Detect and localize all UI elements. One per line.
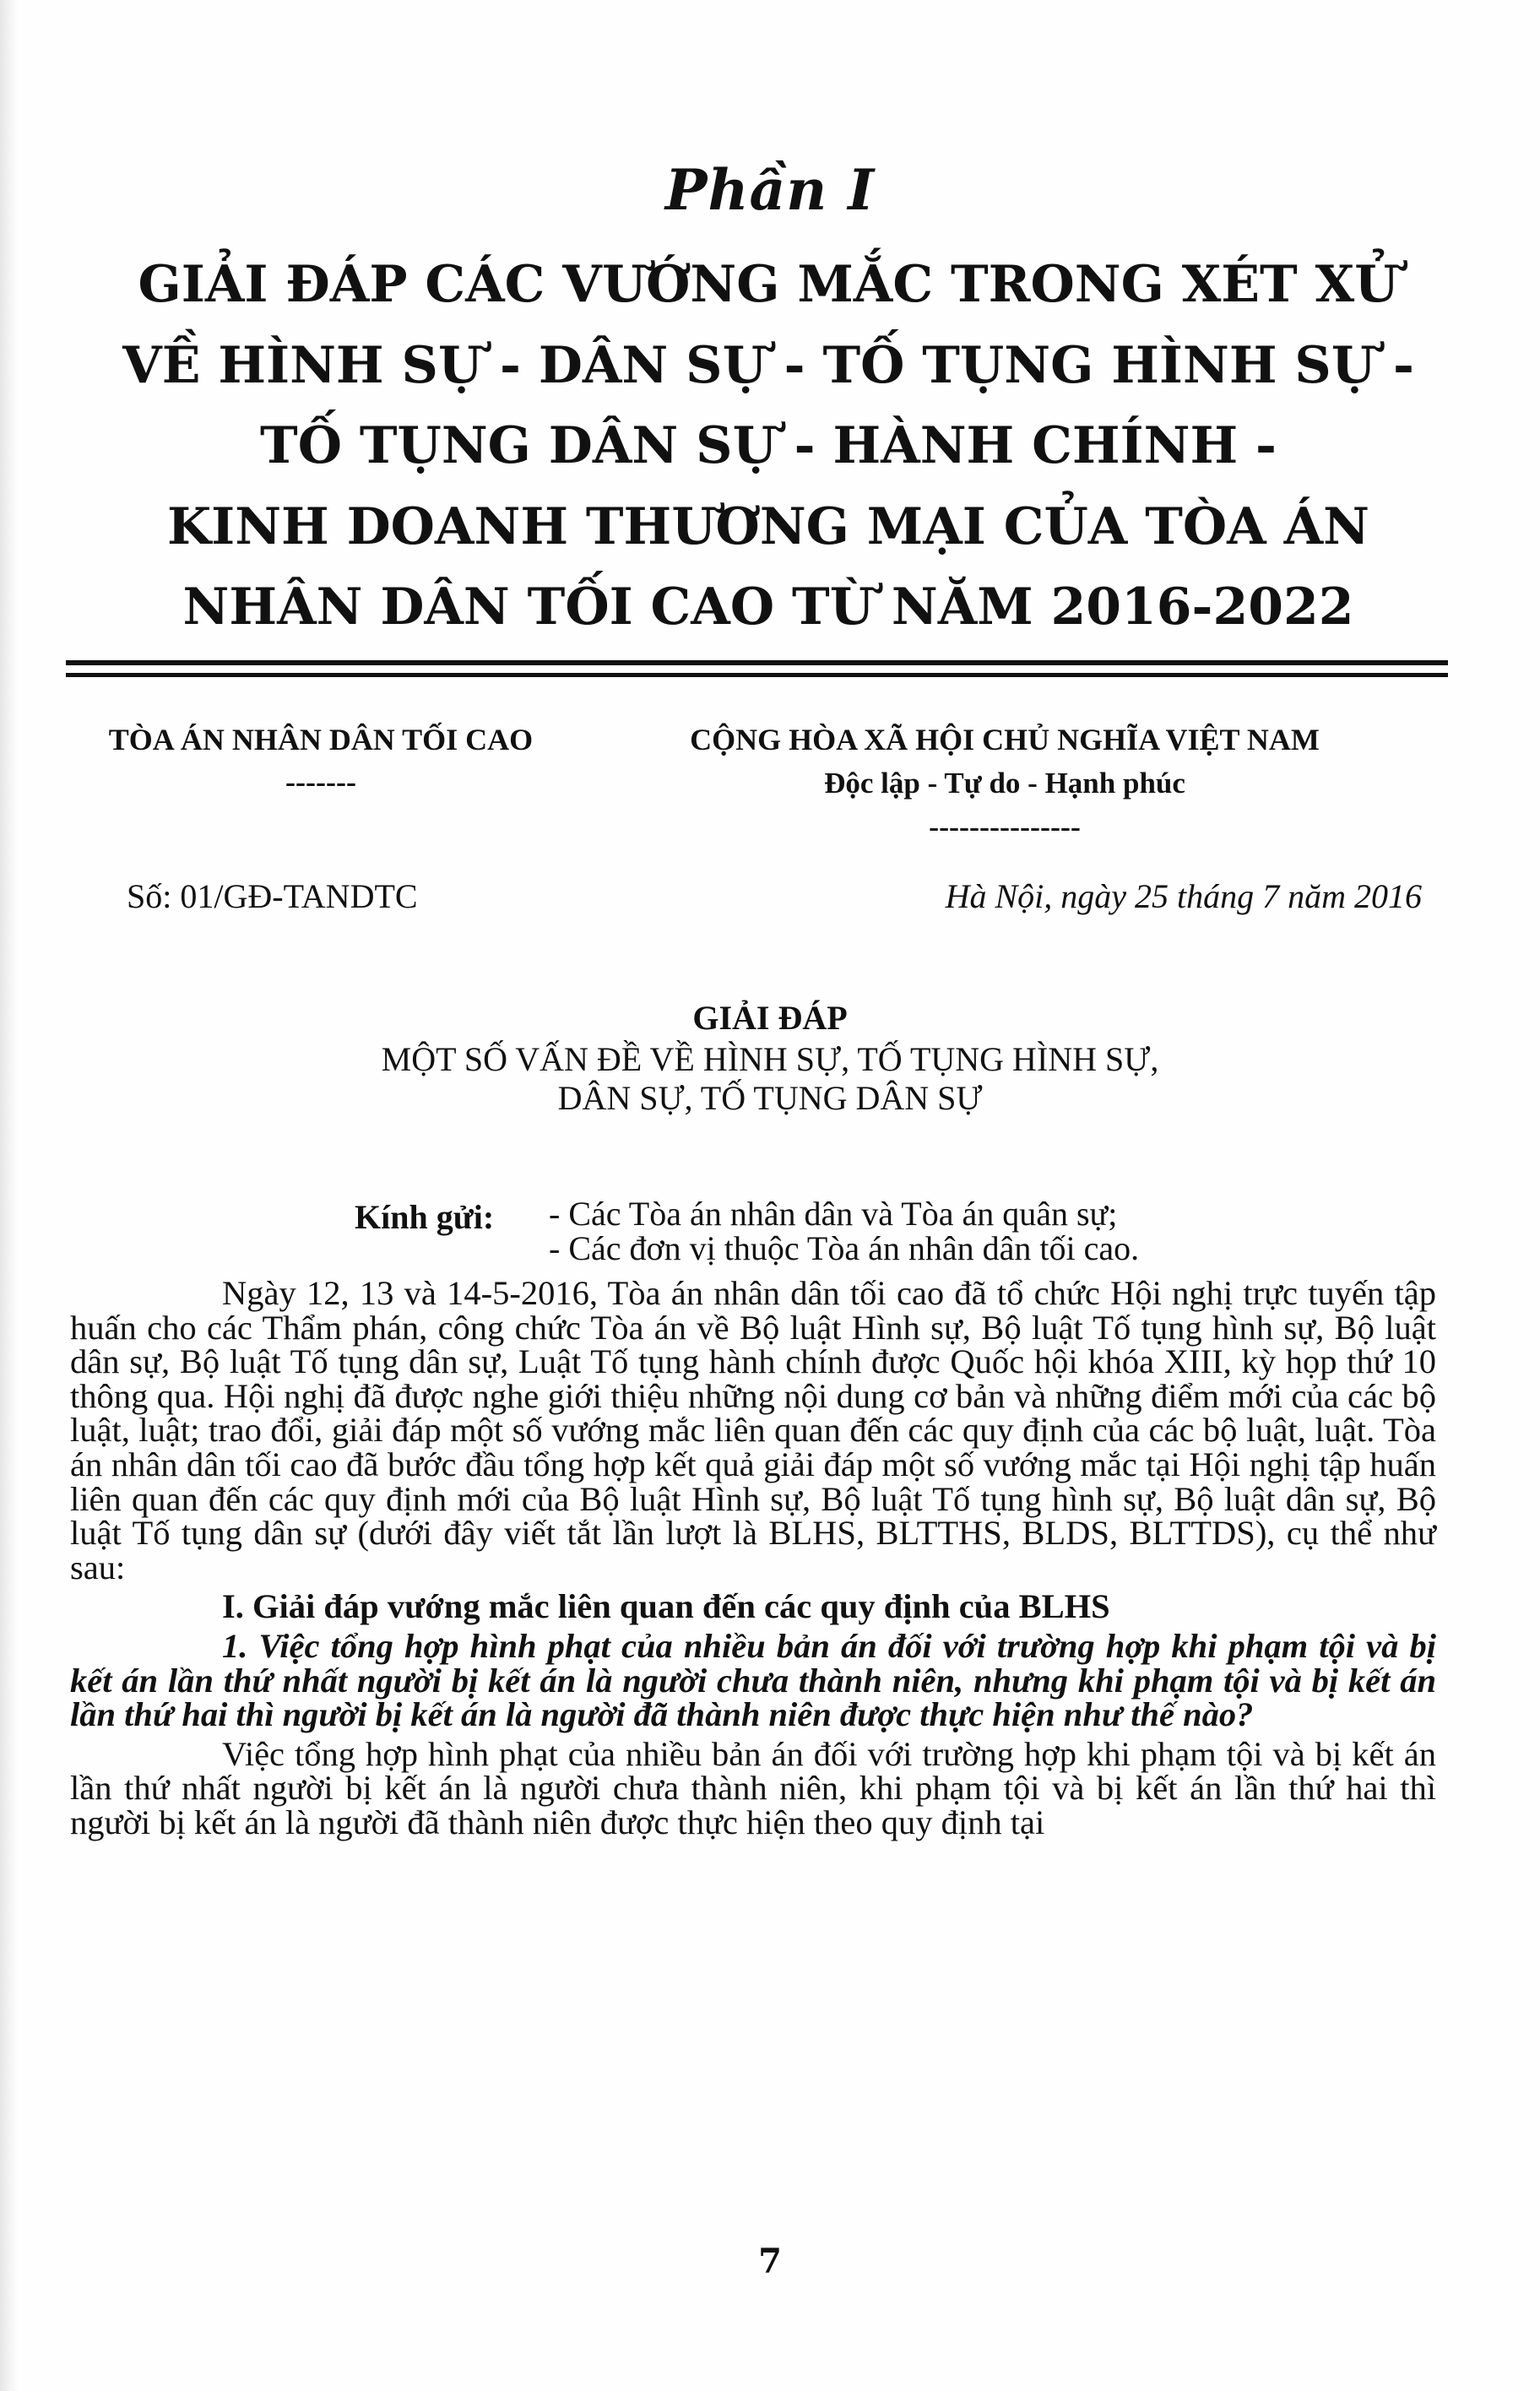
document-subtitle-line: DÂN SỰ, TỐ TỤNG DÂN SỰ (557, 1079, 983, 1117)
main-title-line: KINH DOANH THƯƠNG MẠI CỦA TÒA ÁN (166, 496, 1369, 556)
recipients-label: Kính gửi: (355, 1198, 495, 1236)
main-title-line: VỀ HÌNH SỰ - DÂN SỰ - TỐ TỤNG HÌNH SỰ - (122, 335, 1414, 395)
document-subtitle-line: MỘT SỐ VẤN ĐỀ VỀ HÌNH SỰ, TỐ TỤNG HÌNH SỰ, (381, 1040, 1159, 1078)
scan-edge-shadow (0, 0, 19, 2391)
issuer-separator: ------- (285, 765, 356, 799)
issuer-name: TÒA ÁN NHÂN DÂN TỐI CAO (108, 723, 534, 756)
page-number: 7 (758, 2242, 782, 2281)
national-motto: Độc lập - Tự do - Hạnh phúc (824, 767, 1185, 800)
recipient-item: - Các Tòa án nhân dân và Tòa án quân sự; (549, 1195, 1118, 1233)
part-heading: Phần I (664, 157, 876, 223)
recipient-item: - Các đơn vị thuộc Tòa án nhân dân tối cao. (549, 1228, 1140, 1267)
document-subtitle (0, 1040, 1540, 1118)
main-title (59, 245, 1478, 648)
main-title-line: TỐ TỤNG DÂN SỰ - HÀNH CHÍNH - (260, 416, 1277, 475)
recipients-list (549, 1197, 1139, 1266)
document-body (70, 1274, 1436, 1841)
intro-paragraph: Ngày 12, 13 và 14-5-2016, Tòa án nhân dân tối cao đã tổ chức Hội nghị trực tuyến tập huấn cho các Thẩm phán, công chức Tòa án về Bộ luật Hình sự, Bộ luật Tố tụng hình sự, Bộ luật dân sự, Bộ luật Tố tụng dân sự, Luật Tố tụng hành chính được Quốc hội khóa XIII, kỳ họp thứ 10 thông qua. Hội nghị đã được nghe giới thiệu những nội dung cơ bản và những điểm mới của các bộ luật, luật; trao đổi, giải đáp một số vướng mắc liên quan đến các quy định của các bộ luật, luật. Tòa án nhân dân tối cao đã bước đầu tổng hợp kết quả giải đáp một số vướng mắc tại Hội nghị tập huấn liên quan đến các quy định mới của Bộ luật Hình sự, Bộ luật Tố tụng hình sự, Bộ luật dân sự, Bộ luật Tố tụng dân sự (dưới đây viết tắt lần lượt là BLHS, BLTTHS, BLDS, BLTTDS), cụ thể như sau: (70, 1274, 1436, 1586)
section-heading: I. Giải đáp vướng mắc liên quan đến các quy định của BLHS (222, 1587, 1110, 1626)
document-type: GIẢI ĐÁP (692, 999, 848, 1037)
main-title-line: NHÂN DÂN TỐI CAO TỪ NĂM 2016-2022 (182, 577, 1354, 637)
title-double-rule-top (66, 660, 1448, 665)
answer-paragraph: Việc tổng hợp hình phạt của nhiều bản án đối với trường hợp khi phạm tội và bị kết án lần thứ nhất người bị kết án là người chưa thành niên, khi phạm tội và bị kết án lần thứ hai thì người bị kết án là người đã thành niên được thực hiện theo quy định tại (70, 1734, 1436, 1841)
national-title: CỘNG HÒA XÃ HỘI CHỦ NGHĨA VIỆT NAM (690, 723, 1320, 756)
title-double-rule-bottom (66, 673, 1448, 677)
place-and-date: Hà Nội, ngày 25 tháng 7 năm 2016 (945, 877, 1422, 915)
main-title-line: GIẢI ĐÁP CÁC VƯỚNG MẮC TRONG XÉT XỬ (138, 255, 1399, 314)
motto-separator: --------------- (929, 810, 1081, 843)
question-heading: 1. Việc tổng hợp hình phạt của nhiều bản án đối với trường hợp khi phạm tội và bị kết án lần thứ nhất người bị kết án là người chưa thành niên, nhưng khi phạm tội và bị kết án lần thứ hai thì người bị kết án là người đã thành niên được thực hiện như thế nào? (70, 1626, 1436, 1734)
document-number: Số: 01/GĐ-TANDTC (127, 877, 418, 915)
